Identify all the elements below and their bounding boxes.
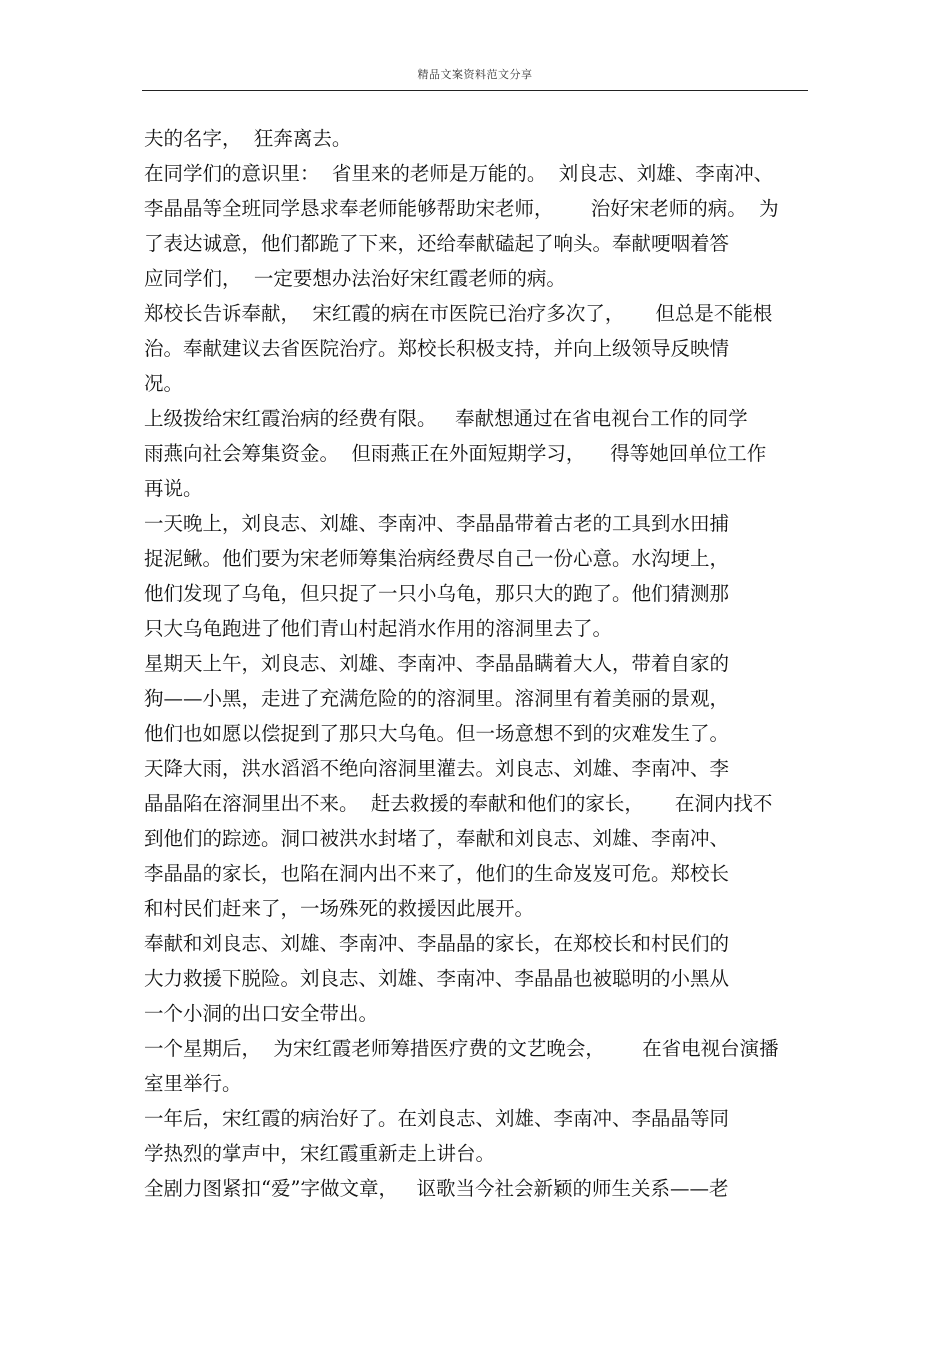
text-line: 到他们的踪迹。洞口被洪水封堵了，奉献和刘良志、刘雄、李南冲、: [144, 827, 730, 850]
header-divider: [142, 90, 808, 91]
text-line: 晶晶陷在溶洞里出不来。 赶去救援的奉献和他们的家长， 在洞内找不: [144, 792, 773, 815]
text-line: 雨燕向社会筹集资金。 但雨燕正在外面短期学习， 得等她回单位工作: [144, 442, 767, 465]
text-line: 他们也如愿以偿捉到了那只大乌龟。但一场意想不到的灾难发生了。: [144, 722, 730, 745]
text-line: 李晶晶等全班同学恳求奉老师能够帮助宋老师， 治好宋老师的病。 为: [144, 197, 779, 220]
text-line: 奉献和刘良志、刘雄、李南冲、李晶晶的家长，在郑校长和村民们的: [144, 932, 730, 955]
text-line: 一个星期后， 为宋红霞老师筹措医疗费的文艺晚会， 在省电视台演播: [144, 1037, 779, 1060]
text-line: 治。奉献建议去省医院治疗。郑校长积极支持，并向上级领导反映情: [144, 337, 730, 360]
text-line: 学热烈的掌声中，宋红霞重新走上讲台。: [144, 1142, 496, 1165]
text-line: 夫的名字， 狂奔离去。: [144, 127, 352, 150]
text-line: 大力救援下脱险。刘良志、刘雄、李南冲、李晶晶也被聪明的小黑从: [144, 967, 730, 990]
text-line: 一年后，宋红霞的病治好了。在刘良志、刘雄、李南冲、李晶晶等同: [144, 1107, 730, 1130]
text-line: 狗——小黑，走进了充满危险的的溶洞里。溶洞里有着美丽的景观，: [144, 687, 730, 710]
text-line: 全剧力图紧扣“爱”字做文章， 讴歌当今社会新颖的师生关系——老: [144, 1177, 729, 1200]
text-line: 天降大雨，洪水滔滔不绝向溶洞里灌去。刘良志、刘雄、李南冲、李: [144, 757, 730, 780]
text-line: 一个小洞的出口安全带出。: [144, 1002, 379, 1025]
text-line: 捉泥鳅。他们要为宋老师筹集治病经费尽自己一份心意。水沟埂上，: [144, 547, 730, 570]
text-line: 应同学们， 一定要想办法治好宋红霞老师的病。: [144, 267, 566, 290]
text-line: 李晶晶的家长，也陷在洞内出不来了，他们的生命岌岌可危。郑校长: [144, 862, 730, 885]
text-line: 上级拨给宋红霞治病的经费有限。 奉献想通过在省电视台工作的同学: [144, 407, 748, 430]
text-line: 再说。: [144, 477, 203, 500]
text-line: 了表达诚意，他们都跪了下来，还给奉献磕起了响头。奉献哽咽着答: [144, 232, 730, 255]
text-line: 他们发现了乌龟，但只捉了一只小乌龟，那只大的跑了。他们猜测那: [144, 582, 730, 605]
text-line: 星期天上午，刘良志、刘雄、李南冲、李晶晶瞒着大人，带着自家的: [144, 652, 730, 675]
text-line: 只大乌龟跑进了他们青山村起消水作用的溶洞里去了。: [144, 617, 613, 640]
text-line: 况。: [144, 372, 184, 395]
text-line: 室里举行。: [144, 1072, 242, 1095]
text-line: 一天晚上，刘良志、刘雄、李南冲、李晶晶带着古老的工具到水田捕: [144, 512, 730, 535]
text-line: 和村民们赶来了，一场殊死的救援因此展开。: [144, 897, 535, 920]
document-body: [144, 121, 816, 1206]
page-header: 精品文案资料范文分享: [417, 68, 533, 81]
text-line: 郑校长告诉奉献， 宋红霞的病在市医院已治疗多次了， 但总是不能根: [144, 302, 773, 325]
text-line: 在同学们的意识里： 省里来的老师是万能的。 刘良志、刘雄、李南冲、: [144, 162, 774, 185]
